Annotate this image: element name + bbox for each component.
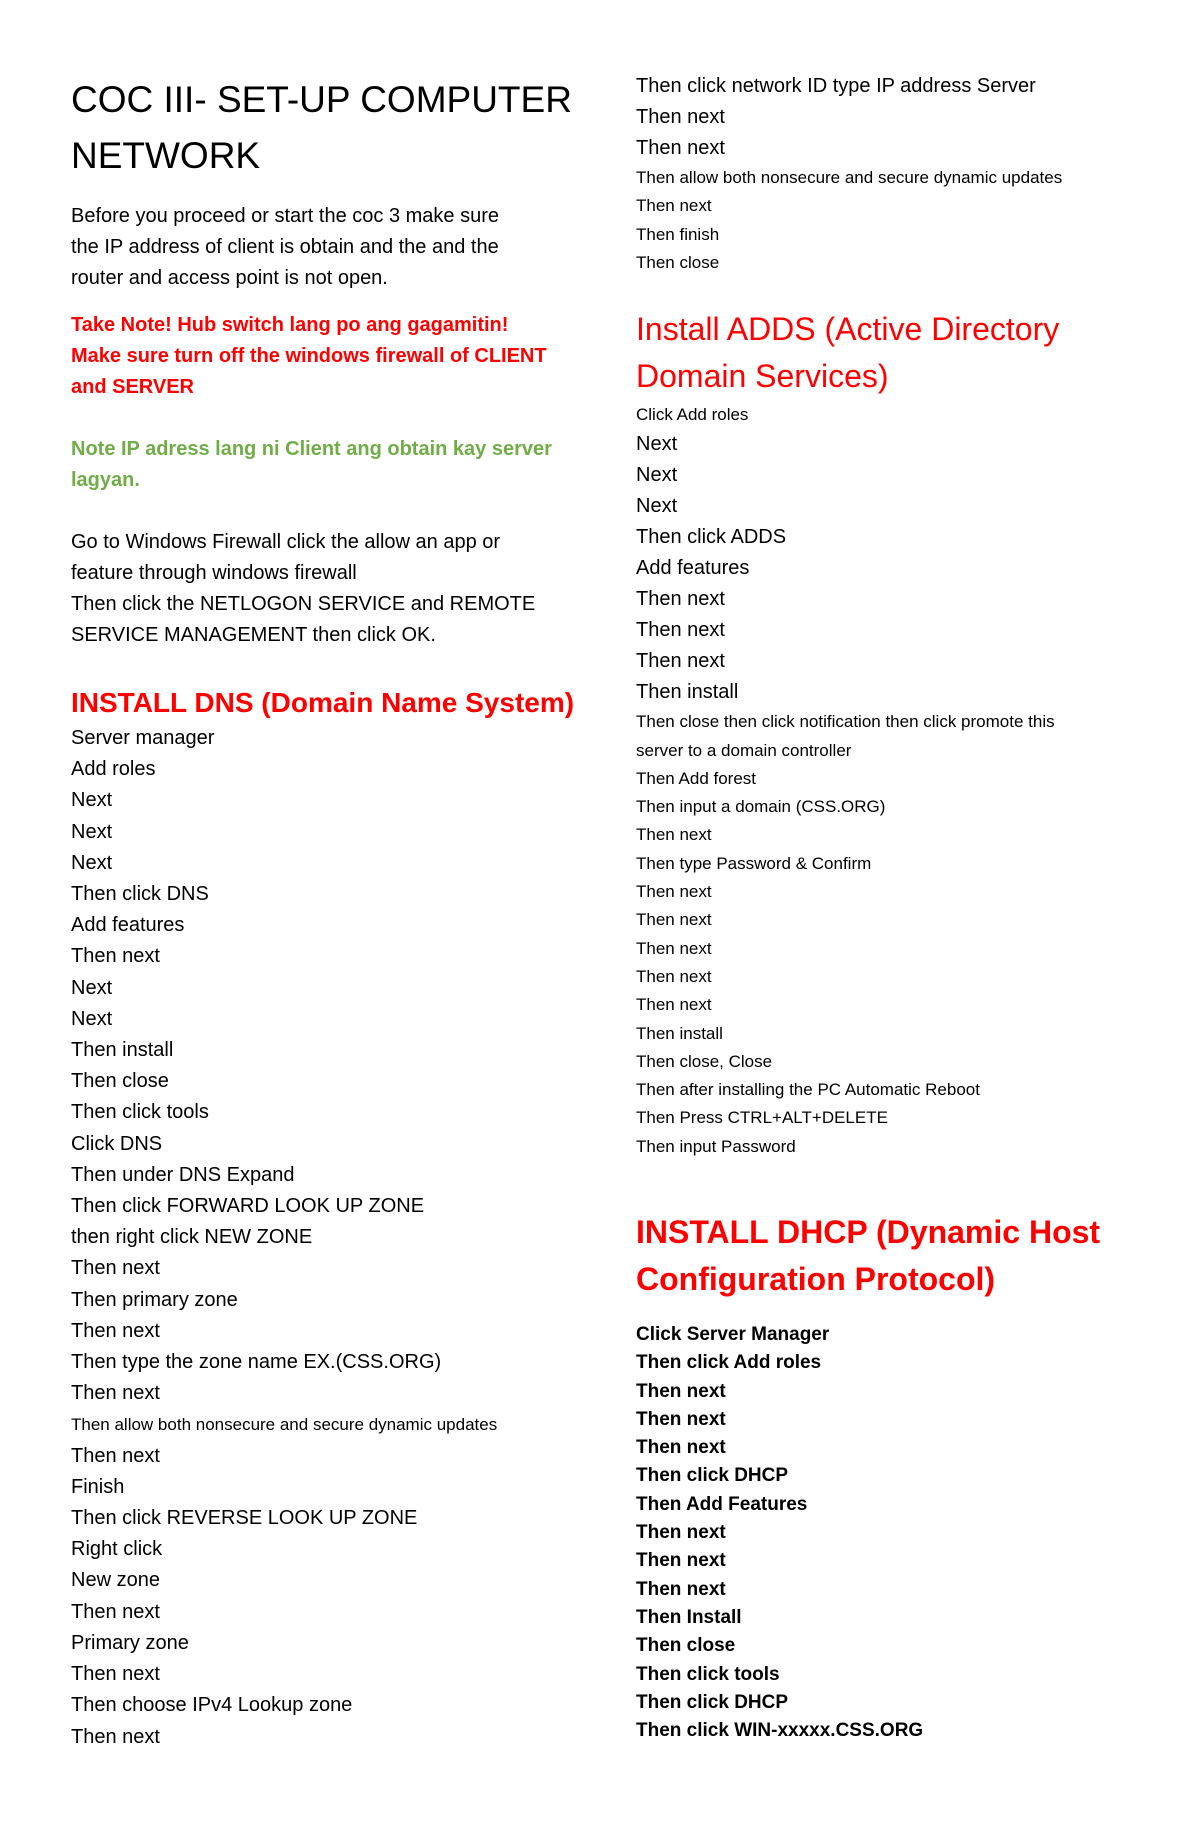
dns-step: Then install [71,1039,174,1062]
adds-step: Then close, Close [636,1051,773,1071]
warning-line: Take Note! Hub switch lang po ang gagamitin! [71,314,509,336]
dns-step: Then close [71,1070,169,1093]
dns-steps-list [71,723,497,1753]
adds-step: Click Add roles [636,405,749,424]
adds-step: Then close then click notification then click promote this [636,712,1055,732]
dhcp-step: Then click DHCP [636,1691,789,1713]
dns-step: Next [71,976,113,999]
intro-paragraph [71,201,499,294]
adds-step: Then Add forest [636,768,757,788]
dns-step: Click DNS [71,1132,163,1155]
adds-step: Then next [636,995,712,1015]
dns-step: Next [71,851,113,874]
adds-step: server to a domain controller [636,740,852,760]
warning-line: and SERVER [71,376,194,398]
dhcp-step: Then next [636,1522,726,1544]
dns-step: Next [71,789,113,812]
dns-step: New zone [71,1569,160,1592]
dns-step: Then next [71,1382,160,1405]
adds-step: Then Press CTRL+ALT+DELETE [636,1108,888,1128]
dns-step: Then click REVERSE LOOK UP ZONE [71,1507,418,1530]
dns-step: Right click [71,1538,163,1561]
warning-line: Make sure turn off the windows firewall of CLIENT [71,345,547,367]
dns-step: Add roles [71,758,156,781]
firewall-line: Then click the NETLOGON SERVICE and REMOTE [71,593,536,615]
adds-step: Next [636,495,678,518]
dhcp-step: Then Install [636,1606,742,1628]
firewall-instructions [71,527,535,651]
note-line: Note IP adress lang ni Client ang obtain kay server [71,438,552,460]
dns-step: Finish [71,1475,125,1498]
dns-steps-continued [636,71,1062,277]
adds-step: Then input Password [636,1136,796,1156]
dhcp-step: Then click DHCP [636,1465,789,1487]
adds-steps-list [636,401,1055,1161]
adds-step: Then install [636,681,739,704]
dns-step: Then click tools [71,1101,209,1124]
dhcp-step: Then next [636,1578,726,1600]
dns-step: Then next [71,945,160,968]
intro-line: Before you proceed or start the coc 3 make sure [71,205,499,227]
ip-note [71,434,552,496]
dns-section-heading: INSTALL DNS (Domain Name System) [71,687,575,718]
dns-step: Then next [71,1600,160,1623]
adds-step: Then click ADDS [636,526,787,549]
dns-step: Then next [71,1319,160,1342]
dhcp-step: Then close [636,1635,736,1657]
dns-step: Then under DNS Expand [71,1163,295,1186]
dhcp-step: Then click WIN-xxxxx.CSS.ORG [636,1720,924,1742]
dhcp-step: Then Add Features [636,1493,808,1515]
dns-step: Then next [71,1257,160,1280]
dns-step: Then next [636,196,712,216]
dns-step: Then click DNS [71,883,209,906]
adds-step: Then next [636,619,725,642]
dns-step: Then next [636,106,725,128]
dhcp-step: Then click tools [636,1663,780,1685]
dhcp-step: Then next [636,1380,726,1402]
dns-step: Next [71,820,113,843]
dns-step: Add features [71,914,185,937]
dhcp-step: Click Server Manager [636,1324,830,1345]
adds-step: Then next [636,588,725,611]
dns-step: then right click NEW ZONE [71,1226,313,1249]
firewall-line: Go to Windows Firewall click the allow an app or [71,531,501,553]
dhcp-section-heading: INSTALL DHCP (Dynamic Host Configuration Protocol) [636,1214,1101,1297]
adds-step: Then next [636,938,712,958]
adds-step: Next [636,464,678,487]
dns-step: Then next [71,1663,160,1686]
dns-step: Then close [636,252,720,272]
dhcp-step: Then next [636,1437,726,1459]
adds-step: Then next [636,966,712,986]
dns-step: Then choose IPv4 Lookup zone [71,1694,353,1717]
page-title: COC III- SET-UP COMPUTER NETWORK [71,79,572,176]
dns-step: Next [71,1007,113,1030]
intro-line: the IP address of client is obtain and the and the [71,236,499,258]
adds-step: Then type Password & Confirm [636,853,872,873]
dns-step: Then next [71,1725,160,1748]
adds-step: Then next [636,910,712,930]
adds-step: Then install [636,1023,723,1043]
firewall-line: SERVICE MANAGEMENT then click OK. [71,624,436,646]
dns-step: Then allow both nonsecure and secure dynamic updates [71,1415,498,1435]
adds-step: Then next [636,882,712,902]
dhcp-steps-list [636,1321,923,1745]
adds-step: Then input a domain (CSS.ORG) [636,797,886,817]
adds-step: Then after installing the PC Automatic Reboot [636,1080,980,1100]
adds-step: Then next [636,650,725,673]
dns-step: Server manager [71,727,215,749]
dhcp-step: Then click Add roles [636,1352,822,1374]
dns-step: Then next [636,137,725,159]
take-note-warning [71,310,547,403]
dhcp-step: Then next [636,1550,726,1572]
dns-step: Then type the zone name EX.(CSS.ORG) [71,1351,442,1374]
dns-step: Then next [71,1444,160,1467]
dns-step: Then primary zone [71,1288,238,1311]
adds-step: Next [636,433,678,456]
dns-step: Then click network ID type IP address Server [636,75,1036,97]
dhcp-step: Then next [636,1408,726,1430]
dns-step: Then finish [636,224,720,244]
firewall-line: feature through windows firewall [71,562,357,584]
adds-section-heading: Install ADDS (Active Directory Domain Services) [636,311,1060,394]
intro-line: router and access point is not open. [71,267,388,289]
dns-step: Then click FORWARD LOOK UP ZONE [71,1195,425,1218]
adds-step: Add features [636,557,750,580]
adds-step: Then next [636,825,712,845]
note-line: lagyan. [71,469,140,491]
dns-step: Primary zone [71,1631,189,1654]
dns-step: Then allow both nonsecure and secure dynamic updates [636,168,1063,187]
